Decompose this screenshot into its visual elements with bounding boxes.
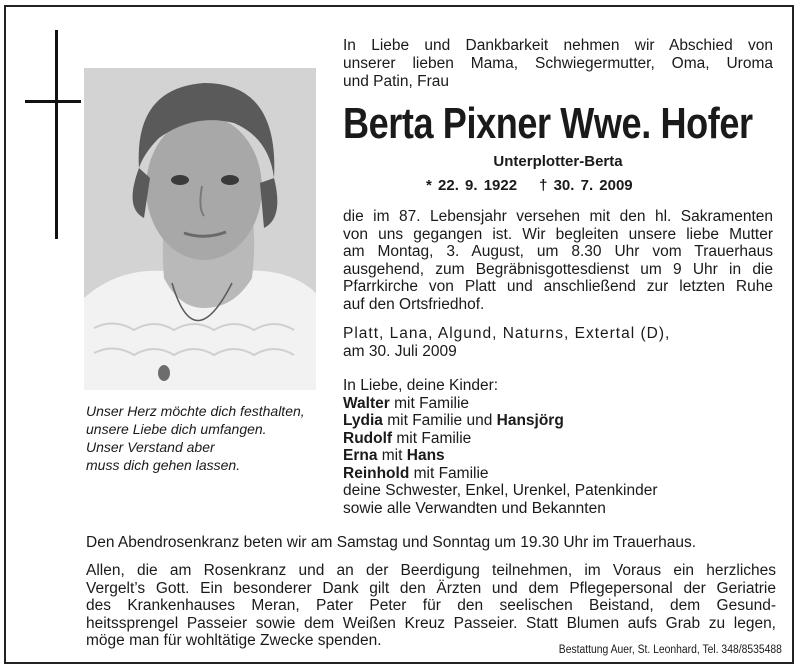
date-line: am 30. Juli 2009 bbox=[343, 342, 457, 360]
portrait-photo bbox=[84, 68, 316, 390]
mourners-tail: sowie alle Verwandten und Bekannten bbox=[343, 499, 606, 517]
mourner-row bbox=[343, 430, 773, 448]
thanks-line: möge man für wohltätige Zwecke spenden. bbox=[86, 632, 382, 649]
rosary-notice: Den Abendrosenkranz beten wir am Samstag und Sonntag um 19.30 Uhr im Trauerhaus. bbox=[86, 534, 697, 551]
mourner-name: Lydia bbox=[343, 412, 383, 429]
thanks-line: heitssprengel Passeier sowie dem Weißen Kreuz Passeier. Statt Blumen aufs Grab zu legen, bbox=[86, 614, 776, 632]
thanks-text bbox=[86, 562, 776, 650]
quote-line: muss dich gehen lassen. bbox=[86, 457, 241, 473]
intro-line: In Liebe und Dankbarkeit nehmen wir Abschied von bbox=[343, 37, 773, 54]
body-line: von uns gegangen ist. Wir begleiten unsere liebe Mutter bbox=[343, 225, 773, 243]
mourner-row bbox=[343, 447, 773, 465]
intro-line: und Patin, Frau bbox=[343, 73, 449, 90]
undertaker-credit: Bestattung Auer, St. Leonhard, Tel. 348/8535488 bbox=[558, 644, 782, 656]
intro-line: unserer lieben Mama, Schwiegermutter, Oma, Uroma bbox=[343, 55, 773, 72]
quote-line: unsere Liebe dich umfangen. bbox=[86, 421, 267, 437]
mourner-partner: Hansjörg bbox=[496, 412, 564, 429]
thanks-line: Allen, die am Rosenkranz und an der Beerdigung teilnehmen, im Voraus ein herzliches bbox=[86, 562, 776, 579]
cross-icon-bar bbox=[25, 100, 81, 103]
mourner-detail: mit Familie bbox=[409, 464, 489, 482]
body-line: ausgehend, zum Begräbnisgottesdienst um 9 Uhr in die bbox=[343, 260, 773, 278]
quote-line: Unser Herz möchte dich festhalten, bbox=[86, 403, 305, 419]
mourner-name: Walter bbox=[343, 394, 390, 412]
body-line: die im 87. Lebensjahr versehen mit den hl. Sakramenten bbox=[343, 208, 773, 225]
mourner-partner: Hans bbox=[406, 447, 445, 464]
mourners-tail: deine Schwester, Enkel, Urenkel, Patenkinder bbox=[343, 482, 658, 499]
mourners-intro: In Liebe, deine Kinder: bbox=[343, 377, 499, 394]
memorial-quote bbox=[86, 402, 326, 474]
body-line: am Montag, 3. August, um 8.30 Uhr vom Trauerhaus bbox=[343, 243, 773, 260]
mourner-detail: mit Familie bbox=[392, 429, 472, 447]
cross-icon bbox=[55, 30, 58, 239]
portrait-illustration bbox=[84, 68, 316, 390]
thanks-line: des Krankenhauses Meran, Pater Peter für den seelischen Beistand, dem Gesund- bbox=[86, 597, 776, 614]
obituary-notice bbox=[4, 5, 794, 664]
funeral-details bbox=[343, 208, 773, 313]
mourner-name: Erna bbox=[343, 447, 378, 464]
body-line: Pfarrkirche von Platt und anschließend zur letzten Ruhe bbox=[343, 278, 773, 295]
mourner-row bbox=[343, 395, 773, 413]
life-dates bbox=[426, 177, 633, 194]
mourner-name: Reinhold bbox=[343, 464, 410, 482]
birth-date: * 22. 9. 1922 bbox=[426, 177, 518, 194]
intro-text bbox=[343, 37, 773, 91]
deceased-name: Berta Pixner Wwe. Hofer bbox=[343, 99, 753, 148]
mourner-name: Rudolf bbox=[343, 429, 393, 447]
mourner-row bbox=[343, 412, 773, 430]
places-line: Platt, Lana, Algund, Naturns, Extertal (D), bbox=[343, 325, 671, 342]
mourner-detail: mit bbox=[377, 447, 407, 464]
mourner-row bbox=[343, 465, 773, 483]
mourner-detail: mit Familie bbox=[389, 394, 470, 412]
mourner-detail: mit Familie und bbox=[382, 412, 497, 429]
deceased-nickname: Unterplotter-Berta bbox=[493, 153, 623, 170]
body-line: auf den Ortsfriedhof. bbox=[343, 295, 485, 313]
thanks-line: Vergelt’s Gott. Ein besonderer Dank gilt den Ärzten und dem Pflegepersonal der Geriatrie bbox=[86, 579, 776, 597]
quote-line: Unser Verstand aber bbox=[86, 439, 215, 455]
places-and-date bbox=[343, 325, 773, 360]
death-date: † 30. 7. 2009 bbox=[539, 177, 633, 194]
mourners-list bbox=[343, 377, 773, 517]
